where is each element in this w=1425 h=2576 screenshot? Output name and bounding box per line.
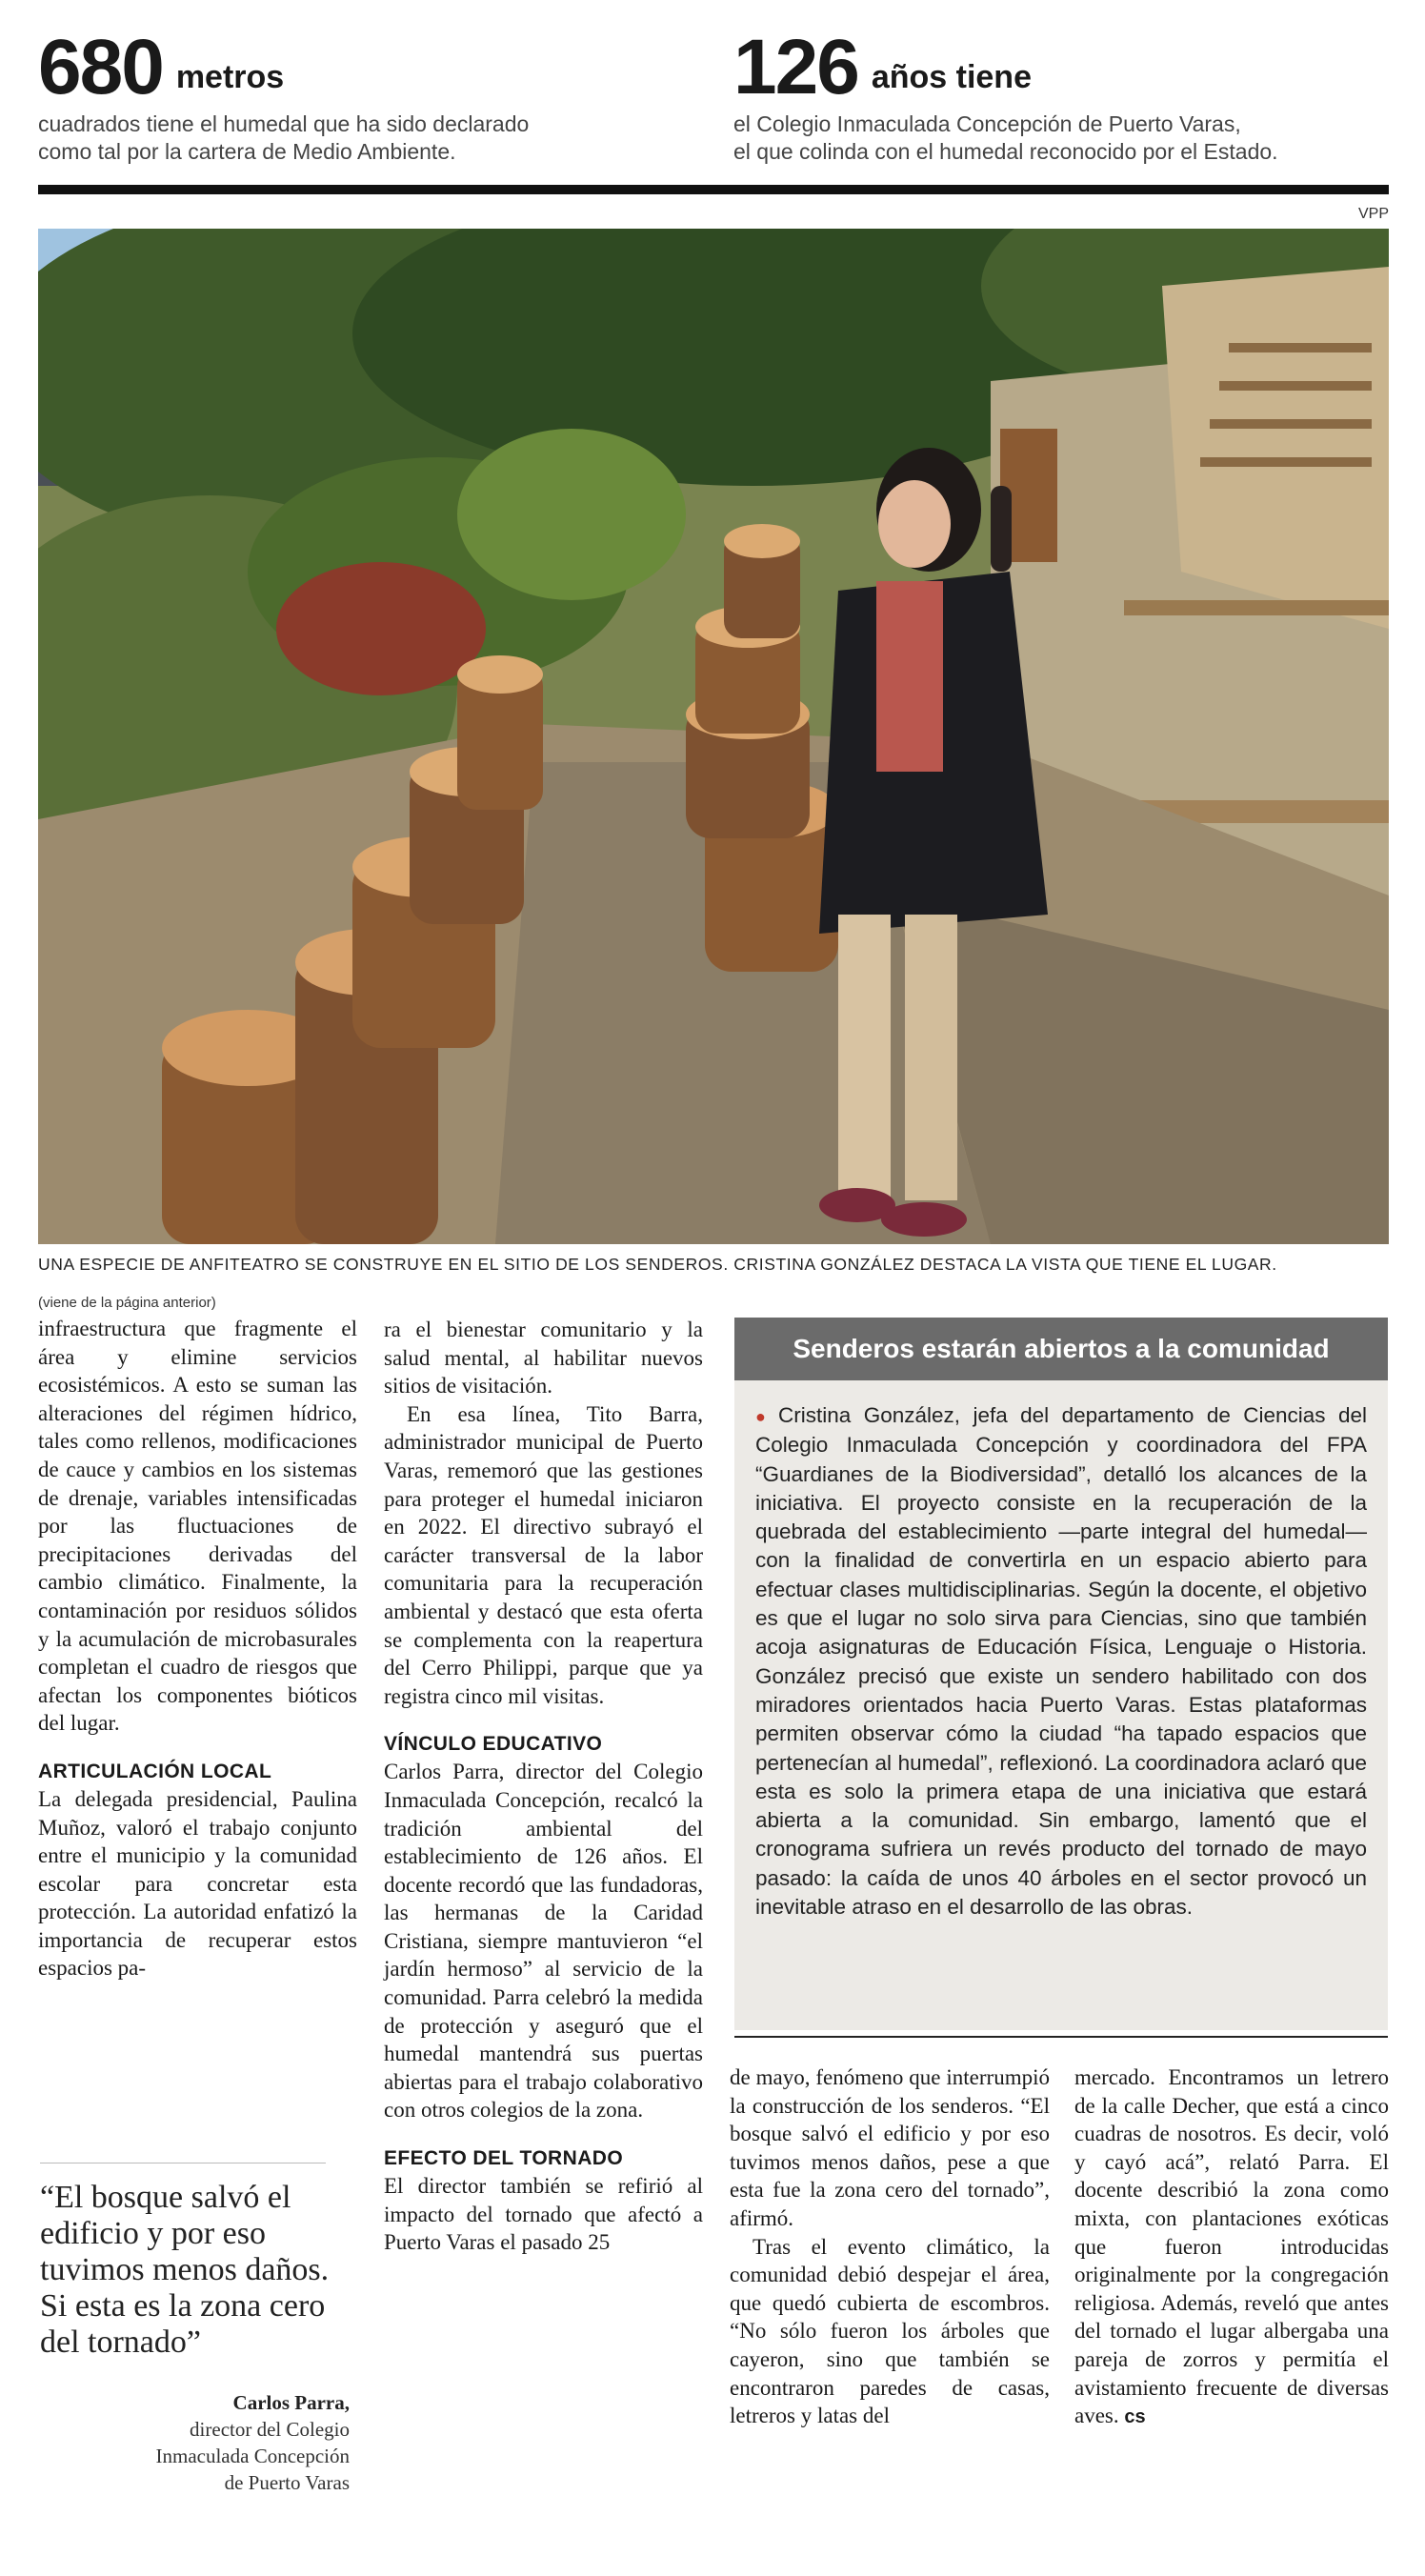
header-rule (38, 185, 1389, 194)
article-paragraph: Carlos Parra, director del Colegio Inmaculada Concepción, recalcó la tradición ambiental del establecimiento de 126 años. El docente recordó que las fundadoras, las hermanas de la Caridad Cristiana, siempre mantuvieron “el jardín hermoso” al servicio de la comunidad. Parra celebró la medida de protección y aseguró que el humedal mantendrá sus puertas abiertas para el trabajo colaborativo con otros colegios de la zona. (384, 1760, 703, 2123)
subhead-vinculo: VÍNCULO EDUCATIVO (384, 1733, 603, 1756)
stat-humedal-area (38, 24, 648, 166)
pull-quote-attribution (40, 2389, 350, 2496)
stat-number: 680 (38, 24, 163, 111)
pull-quote-role: Inmaculada Concepción (155, 2445, 350, 2467)
stat-description-line: como tal por la cartera de Medio Ambiente. (38, 138, 456, 164)
end-mark-icon: cs (1124, 2406, 1146, 2428)
stat-unit: años tiene (871, 59, 1032, 95)
pull-quote: “El bosque salvó el edificio y por eso tuvimos menos daños. Si esta es la zona cero del tornado” (40, 2180, 330, 2360)
article-paragraph: de mayo, fenómeno que interrumpió la construcción de los senderos. “El bosque salvó el edificio y por eso tuvimos menos daños, pese a que esta fue la zona cero del tornado”, afirmó. (730, 2065, 1050, 2230)
article-text: mercado. Encontramos un letrero de la calle Decher, que está a cinco cuadras de nosotros. Es decir, voló y cayó acá”, relató Parra. El docente describió la zona como mixta, con plantaciones exóticas que fueron introducidas originalmente por la congregación religiosa. Además, reveló que antes del tornado el lugar albergaba una pareja de zorros y permitía el avistamiento frecuente de diversas aves. (1074, 2065, 1389, 2428)
sidebar-body (755, 1401, 1367, 1922)
article-paragraph: ra el bienestar comunitario y la salud mental, al habilitar nuevos sitios de visitación. (384, 1318, 703, 1399)
article-column-1 (38, 1294, 357, 1982)
subhead-efecto: EFECTO DEL TORNADO (384, 2147, 624, 2170)
continued-note: (viene de la página anterior) (38, 1295, 216, 1311)
stat-unit: metros (175, 59, 285, 95)
article-paragraph: Tras el evento climático, la comunidad debió despejar el área, que quedó cubierta de escombros. “No sólo fueron los árboles que cayeron, sino que también se encontraron paredes de casas, letreros y latas del (730, 2234, 1050, 2428)
pull-quote-role: de Puerto Varas (224, 2471, 350, 2494)
article-paragraph: El director también se refirió al impacto del tornado que afectó a Puerto Varas el pasado 25 (384, 2174, 703, 2255)
sidebar-bottom-rule (734, 2036, 1388, 2038)
subhead-articulacion: ARTICULACIÓN LOCAL (38, 1760, 272, 1782)
article-column-3 (730, 2063, 1050, 2430)
sidebar-box (734, 1318, 1388, 2030)
article-column-2 (384, 1316, 703, 2257)
stat-description-line: cuadrados tiene el humedal que ha sido declarado (38, 111, 530, 136)
article-column-4 (1074, 2063, 1389, 2432)
sidebar-text: Cristina González, jefa del departamento de Ciencias del Colegio Inmaculada Concepción y coordinadora del FPA “Guardianes de la Biodiversidad”, detalló los alcances de la iniciativa. El proyecto consiste en la recuperación de la quebrada del establecimiento —parte integral del humedal— con la finalidad de convertirla en un espacio abierto para efectuar clases multidisciplinarias. Según la docente, el objetivo es que el lugar no solo sirva para Ciencias, sino que también acoja asignaturas de Educación Física, Lenguaje o Historia. González precisó que existe un sendero habilitado con dos miradores orientados hacia Puerto Varas. Estas plataformas permiten observar cómo la ciudad “ha tapado espacios que pertenecían al humedal”, reflexionó. La coordinadora aclaró que esta es solo la primera etapa de una iniciativa que estará abierta a la comunidad. Sin embargo, lamentó que el cronograma sufriera un revés producto del tornado de mayo pasado: la caída de unos 40 árboles en el sector provocó un inevitable atraso en el desarrollo de las obras. (755, 1403, 1367, 1920)
sidebar-title: Senderos estarán abiertos a la comunidad (734, 1318, 1388, 1380)
stat-description-line: el Colegio Inmaculada Concepción de Puerto Varas, (733, 111, 1241, 136)
article-paragraph: En esa línea, Tito Barra, administrador municipal de Puerto Varas, rememoró que las gestiones para proteger el humedal iniciaron en 2022. El directivo subrayó el carácter transversal de la labor comunitaria para la recuperación ambiental y destacó que esta oferta se complementa con la reapertura del Cerro Philippi, parque que ya registra cinco mil visitas. (384, 1401, 703, 1708)
article-photo (38, 229, 1389, 1244)
bullet-icon: ● (755, 1407, 773, 1426)
stat-description (38, 111, 648, 166)
stat-description-line: el que colinda con el humedal reconocido por el Estado. (733, 138, 1278, 164)
pull-quote-role: director del Colegio (190, 2418, 350, 2441)
photo-caption: UNA ESPECIE DE ANFITEATRO SE CONSTRUYE EN EL SITIO DE LOS SENDEROS. CRISTINA GONZÁLEZ DESTACA LA VISTA QUE TIENE EL LUGAR. (38, 1255, 1277, 1274)
photo-illustration (38, 229, 1389, 1244)
article-paragraph: La delegada presidencial, Paulina Muñoz, valoró el trabajo conjunto entre el municipio y la comunidad escolar para concretar esta protección. La autoridad enfatizó la importancia de recuperar estos espacios pa- (38, 1786, 357, 1981)
article-paragraph (1074, 2063, 1389, 2432)
article-paragraph: infraestructura que fragmente el área y elimine servicios ecosistémicos. A esto se suman las alteraciones del régimen hídrico, tales como rellenos, modificaciones de cauce y cambios en los sistemas de drenaje, variables intensificadas por las fluctuaciones de precipitaciones derivadas del cambio climático. Finalmente, la contaminación por residuos sólidos y la acumulación de microbasurales completan el cuadro de riesgos que afectan los componentes bióticos del lugar. (38, 1317, 357, 1736)
stat-number: 126 (733, 24, 858, 111)
stat-colegio-age (733, 24, 1400, 166)
photo-credit: VPP (1357, 206, 1389, 222)
stat-description (733, 111, 1400, 166)
pull-quote-name: Carlos Parra, (232, 2391, 350, 2414)
